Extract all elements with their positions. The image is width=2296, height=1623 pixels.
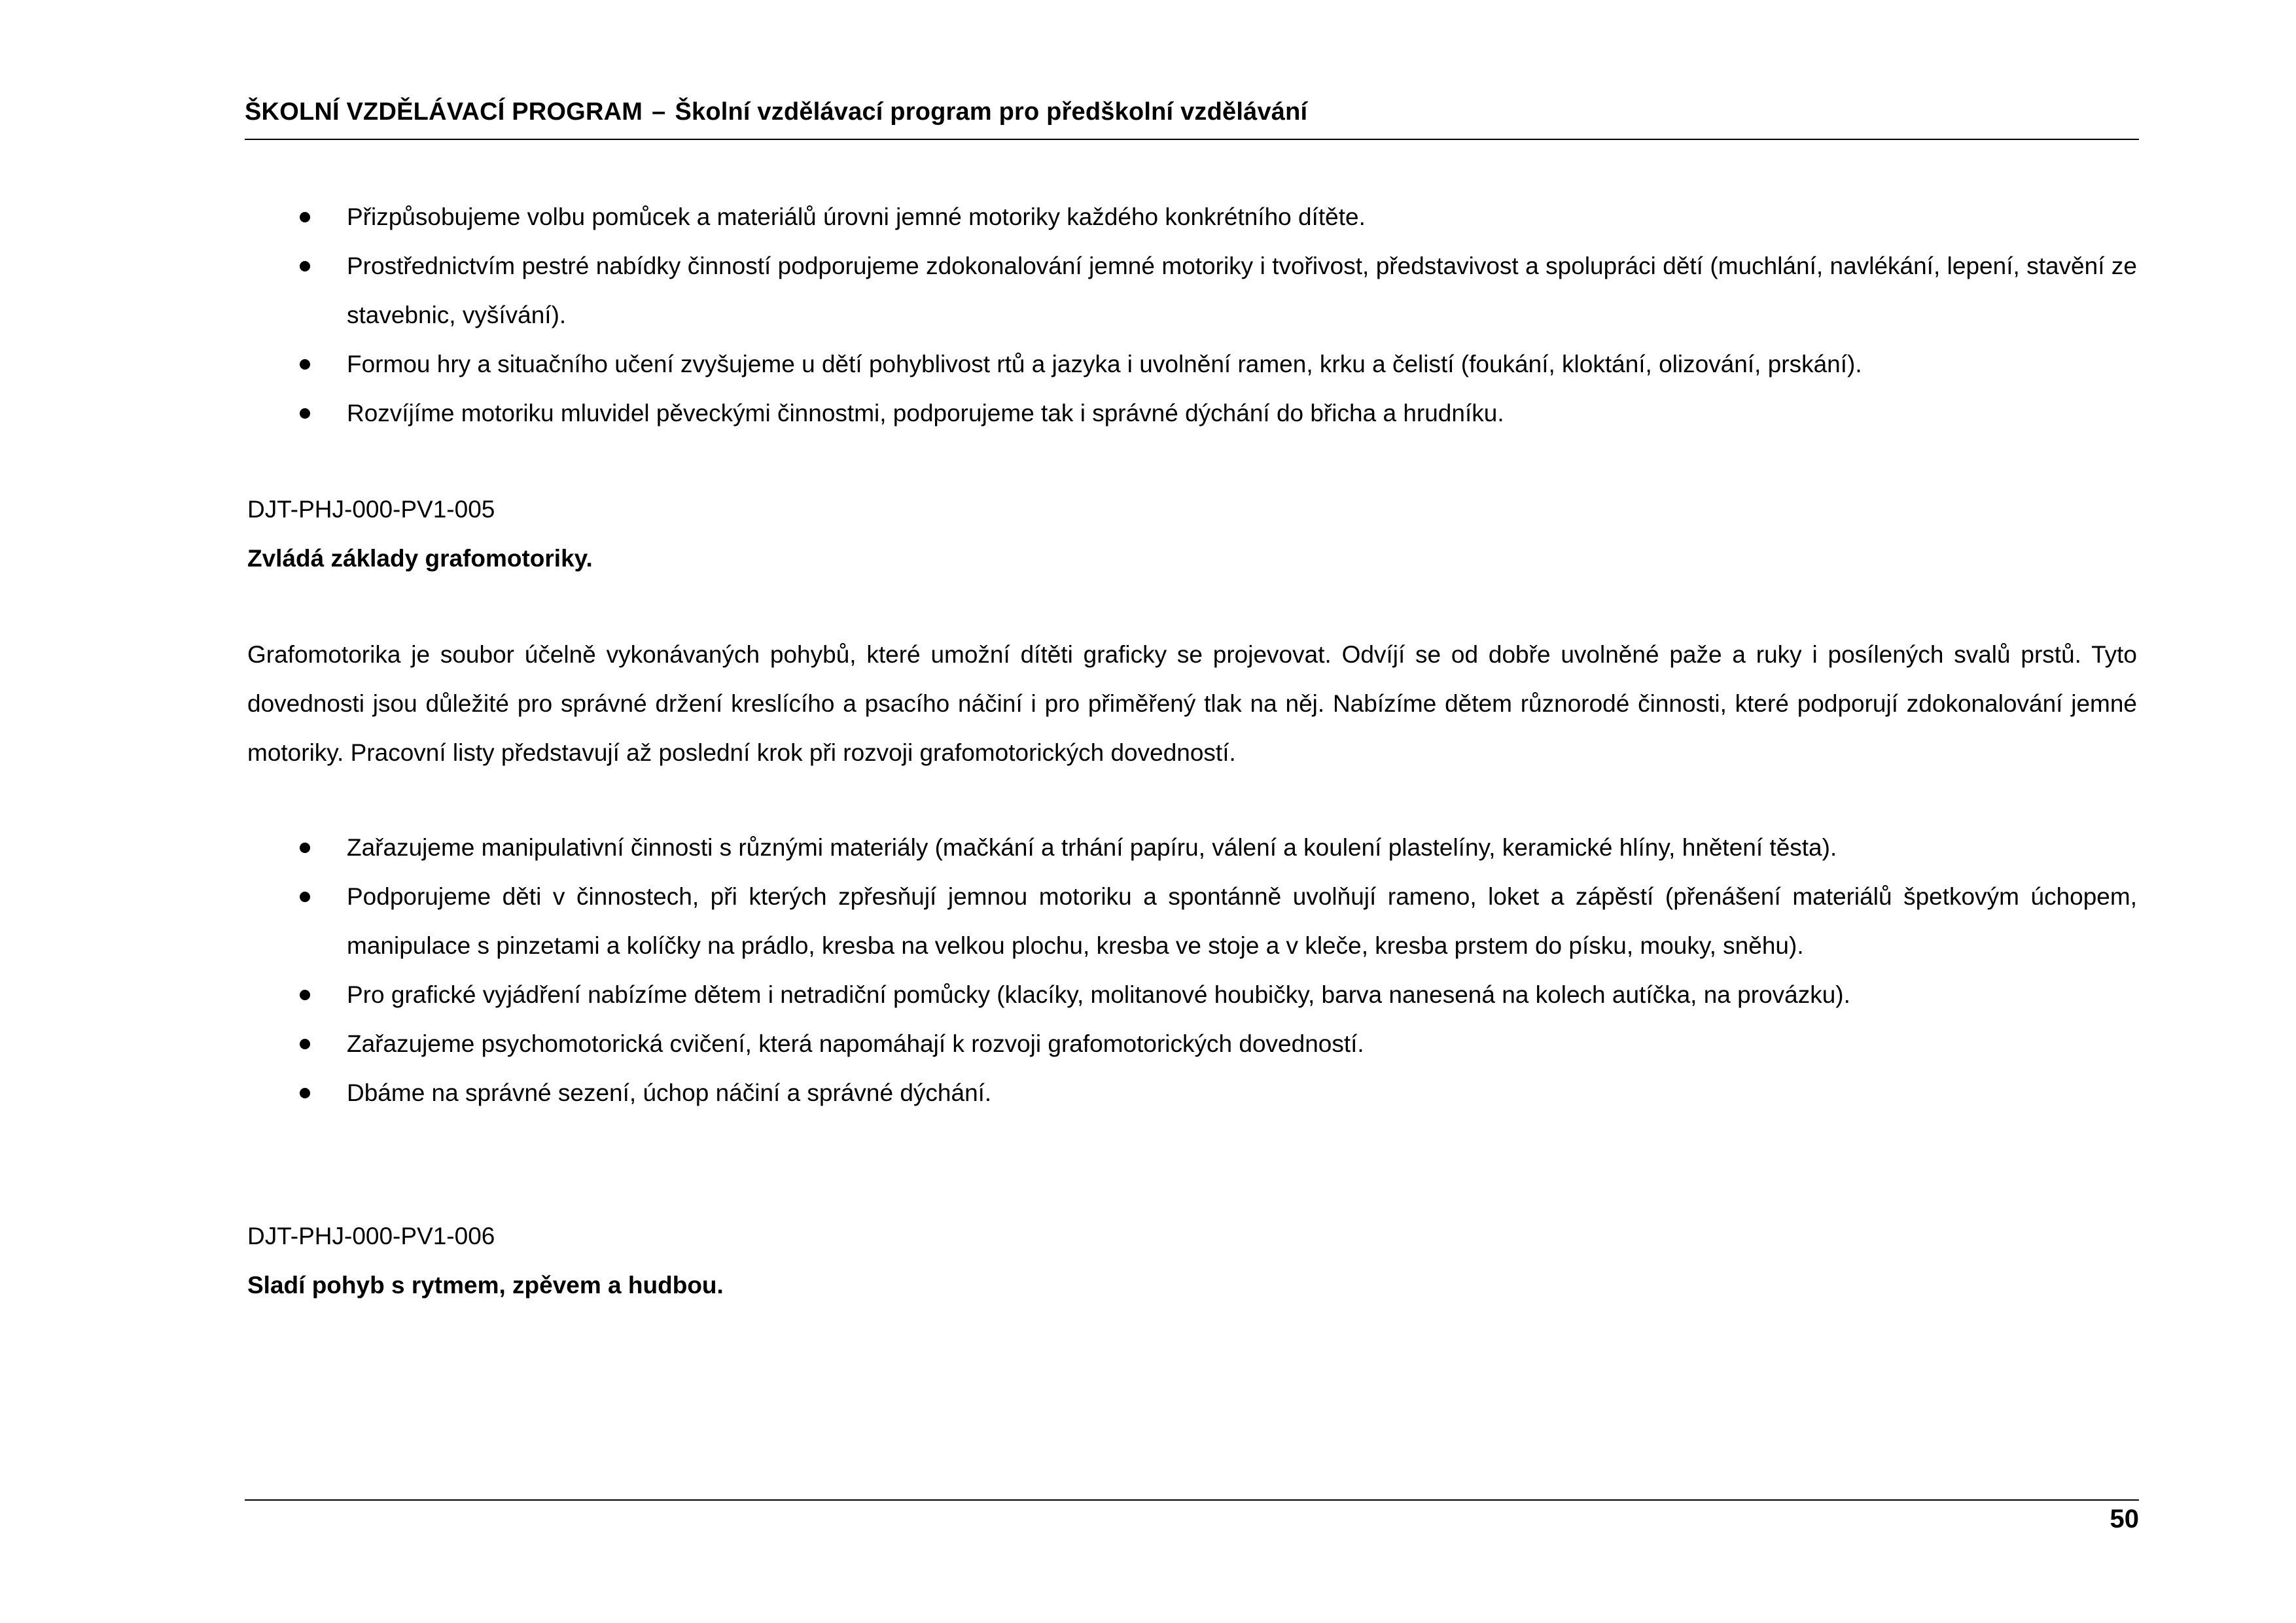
list-item [247, 340, 2137, 389]
list-item-text: Zařazujeme manipulativní činnosti s různými materiály (mačkání a trhání papíru, válení a koulení plastelíny, keramické hlíny, hnětení těsta). [347, 834, 1837, 861]
bullet-icon [300, 892, 310, 902]
section-heading: Zvládá základy grafomotoriky. [247, 545, 593, 572]
page-header [245, 98, 1307, 126]
bullet-icon [300, 990, 310, 1000]
page-number: 50 [2110, 1505, 2139, 1533]
bullet-icon [300, 408, 310, 419]
bullet-icon [300, 1039, 310, 1049]
list-item [247, 389, 2137, 438]
list-item-text: Rozvíjíme motoriku mluvidel pěveckými činnostmi, podporujeme tak i správné dýchání do břicha a hrudníku. [347, 400, 1504, 427]
list-item [247, 970, 2137, 1019]
list-item-text: Zařazujeme psychomotorická cvičení, která napomáhají k rozvoji grafomotorických dovedností. [347, 1030, 1364, 1057]
section-paragraph: Grafomotorika je soubor účelně vykonávaných pohybů, které umožní dítěti graficky se projevovat. Odvíjí se od dobře uvolněné paže a ruky i posílených svalů prstů. Tyto dovednosti jsou důležité pro správné držení kreslícího a psacího náčiní i pro přiměřený tlak na něj. Nabízíme dětem různorodé činnosti, které podporují zdokonalování jemné motoriky. Pracovní listy představují až poslední krok při rozvoji grafomotorických dovedností. [247, 641, 2137, 766]
list-item-text: Podporujeme děti v činnostech, při kterých zpřesňují jemnou motoriku a spontánně uvolňují rameno, loket a zápěstí (přenášení materiálů špetkovým úchopem, manipulace s pinzetami a kolíčky na prádlo, kresba na velkou plochu, kresba ve stoje a v kleče, kresba prstem do písku, mouky, sněhu). [347, 883, 2137, 959]
header-separator: – [652, 98, 666, 126]
section-005-paragraph-block [247, 630, 2137, 777]
bullet-icon [300, 1088, 310, 1098]
list-item [247, 192, 2137, 241]
bullet-icon [300, 261, 310, 271]
section-code: DJT-PHJ-000-PV1-006 [247, 1223, 495, 1249]
list-item [247, 823, 2137, 872]
top-bullet-section [247, 192, 2137, 438]
top-bullet-list [247, 192, 2137, 438]
list-item [247, 241, 2137, 340]
list-item-text: Přizpůsobujeme volbu pomůcek a materiálů úrovni jemné motoriky každého konkrétního dítěte. [347, 203, 1366, 230]
section-005-bullet-list [247, 823, 2137, 1117]
list-item [247, 872, 2137, 970]
list-item [247, 1019, 2137, 1068]
list-item-text: Pro grafické vyjádření nabízíme dětem i netradiční pomůcky (klacíky, molitanové houbičky, barva nanesená na kolech autíčka, na provázku). [347, 981, 1850, 1008]
section-005 [247, 485, 2137, 583]
header-rule [245, 139, 2139, 140]
section-005-bullet-block [247, 823, 2137, 1117]
section-006 [247, 1212, 2137, 1310]
bullet-icon [300, 843, 310, 853]
section-heading: Sladí pohyb s rytmem, zpěvem a hudbou. [247, 1272, 724, 1299]
header-program-label: ŠKOLNÍ VZDĚLÁVACÍ PROGRAM [245, 98, 643, 126]
header-program-title: Školní vzdělávací program pro předškolní vzdělávání [675, 98, 1308, 126]
footer-rule [245, 1499, 2139, 1501]
list-item-text: Prostřednictvím pestré nabídky činností podporujeme zdokonalování jemné motoriky i tvořivost, představivost a spolupráci dětí (muchlání, navlékání, lepení, stavění ze stavebnic, vyšívání). [347, 253, 2137, 328]
list-item-text: Dbáme na správné sezení, úchop náčiní a správné dýchání. [347, 1079, 992, 1106]
list-item-text: Formou hry a situačního učení zvyšujeme u dětí pohyblivost rtů a jazyka i uvolnění ramen, krku a čelistí (foukání, kloktání, olizování, prskání). [347, 351, 1862, 377]
bullet-icon [300, 212, 310, 222]
list-item [247, 1068, 2137, 1117]
bullet-icon [300, 359, 310, 370]
section-code: DJT-PHJ-000-PV1-005 [247, 496, 495, 523]
